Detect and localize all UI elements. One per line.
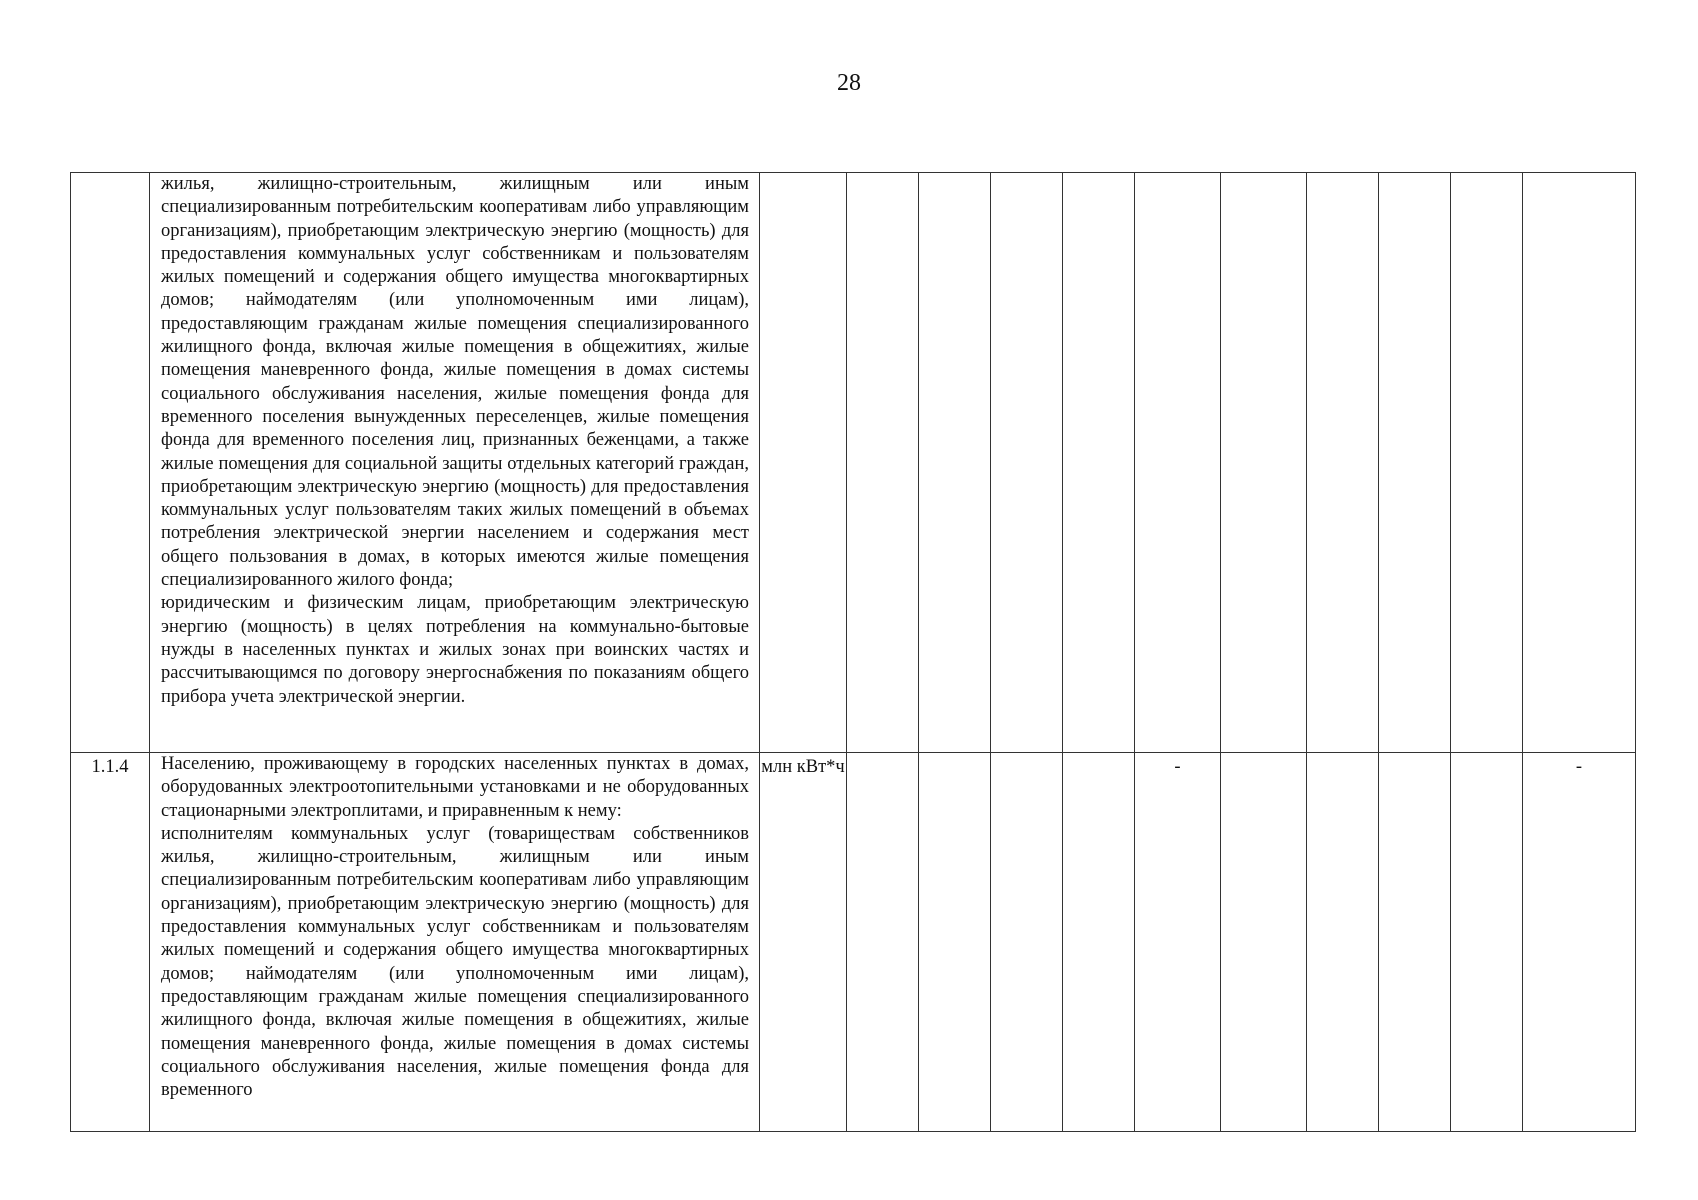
value-cell	[1451, 173, 1523, 753]
value-cell	[1379, 173, 1451, 753]
value-cell	[919, 753, 991, 1132]
row-description	[150, 753, 760, 1132]
description-paragraph: жилья, жилищно-строительным, жилищным или иным специализированным потребительским кооперативам либо управляющим организациям), приобретающим электрическую энергию (мощность) для предоставления коммунальных услуг собственникам и пользователям жилых помещений и содержания общего имущества многоквартирных домов; наймодателям (или уполномоченным ими лицам), предоставляющим гражданам жилые помещения специализированного жилищного фонда, включая жилые помещения в общежитиях, жилые помещения маневренного фонда, жилые помещения в домах системы социального обслуживания населения, жилые помещения фонда для временного поселения вынужденных переселенцев, жилые помещения фонда для временного поселения лиц, признанных беженцами, а также жилые помещения для социальной защиты отдельных категорий граждан, приобретающим электрическую энергию (мощность) для предоставления коммунальных услуг пользователям таких жилых помещений в объемах потребления электрической энергии населением и содержания мест общего пользования в домах, в которых имеются жилые помещения специализированного жилого фонда;	[161, 174, 749, 591]
value-cell	[1451, 753, 1523, 1132]
value-cell	[1063, 753, 1135, 1132]
value-cell	[1307, 173, 1379, 753]
row-number: 1.1.4	[71, 753, 150, 1132]
value-cell	[1307, 753, 1379, 1132]
value-cell	[847, 173, 919, 753]
value-cell	[1221, 753, 1307, 1132]
value-cell	[1135, 173, 1221, 753]
value-cell	[919, 173, 991, 753]
page-number: 28	[837, 70, 861, 96]
row-number	[71, 173, 150, 753]
value-cell	[991, 753, 1063, 1132]
value-cell	[1379, 753, 1451, 1132]
description-paragraph: исполнителям коммунальных услуг (товариществам собственников жилья, жилищно-строительным, жилищным или иным специализированным потребительским кооперативам либо управляющим организациям), приобретающим электрическую энергию (мощность) для предоставления коммунальных услуг собственникам и пользователям жилых помещений и содержания общего имущества многоквартирных домов; наймодателям (или уполномоченным ими лицам), предоставляющим гражданам жилые помещения специализированного жилищного фонда, включая жилые помещения в общежитиях, жилые помещения маневренного фонда, жилые помещения в домах системы социального обслуживания населения, жилые помещения фонда для временного	[161, 823, 749, 1101]
row-unit	[760, 173, 847, 753]
value-cell: -	[1523, 753, 1636, 1132]
value-cell	[1221, 173, 1307, 753]
value-cell	[847, 753, 919, 1132]
row-unit: млн кВт*ч	[760, 753, 847, 1132]
description-paragraph: юридическим и физическим лицам, приобретающим электрическую энергию (мощность) в целях потребления на коммунально-бытовые нужды в населенных пунктах и жилых зонах при воинских частях и рассчитывающимся по договору энергоснабжения по показаниям общего прибора учета электрической энергии.	[161, 593, 749, 707]
table-row	[71, 753, 1636, 1132]
tariff-table	[70, 172, 1636, 1132]
row-description	[150, 173, 760, 753]
value-cell: -	[1135, 753, 1221, 1132]
value-cell	[991, 173, 1063, 753]
value-cell	[1523, 173, 1636, 753]
value-cell	[1063, 173, 1135, 753]
description-paragraph: Населению, проживающему в городских населенных пунктах в домах, оборудованных электроотопительными установками и не оборудованных стационарными электроплитами, и приравненным к нему:	[161, 754, 749, 821]
table-row	[71, 173, 1636, 753]
